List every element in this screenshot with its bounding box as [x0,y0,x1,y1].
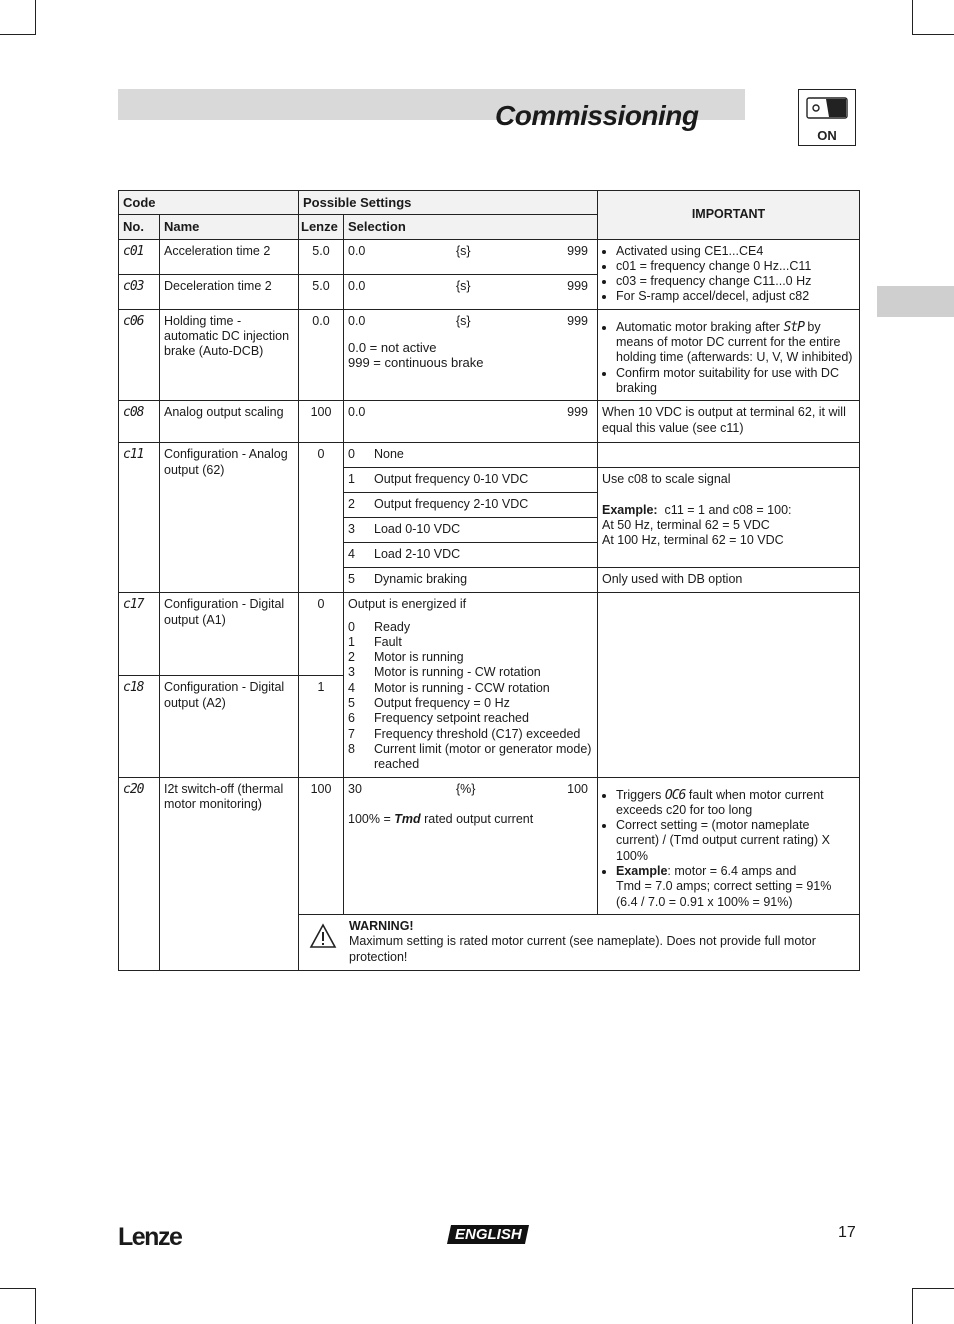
option-item: 4 Load 2-10 VDC [344,543,598,568]
power-switch-icon [798,89,856,146]
param-name: Configuration - Digital output (A2) [160,676,299,777]
list-item: • c01 = frequency change 0 Hz...C11 [616,259,855,274]
lenze-logo: Lenze [118,1223,182,1251]
param-name: Configuration - Digital output (A1) [160,593,299,676]
header-important: IMPORTANT [598,191,860,240]
option-item: 7 Frequency threshold (C17) exceeded [348,726,581,741]
crop-mark [0,1288,35,1289]
crop-mark [35,1288,36,1324]
lenze-default: 100 [299,777,344,914]
param-name: Holding time - automatic DC injection brake (Auto-DCB) [160,309,299,400]
lenze-default: 5.0 [299,239,344,274]
code-c01: c01 [119,239,160,274]
list-item: • Triggers OC6 fault when motor current exceeds c20 for too long [616,788,855,819]
crop-mark [912,1288,913,1324]
table-row [119,593,860,676]
option-item: 6 Frequency setpoint reached [348,711,529,726]
table-row [119,777,860,914]
important-c11 [598,468,860,568]
imp-line: At 50 Hz, terminal 62 = 5 VDC [602,517,770,532]
list-item: • c03 = frequency change C11...0 Hz [616,274,855,289]
language-badge: ENGLISH [447,1225,529,1244]
important-empty [598,593,860,777]
lenze-default: 100 [299,401,344,443]
option-item: 5 Dynamic braking [344,568,598,593]
option-item: 2 Output frequency 2-10 VDC [344,493,598,518]
imp-example: Example: c11 = 1 and c08 = 100: [602,502,792,517]
lenze-default: 0.0 [299,309,344,400]
code-c11: c11 [119,443,160,593]
param-name: Configuration - Analog output (62) [160,443,299,593]
header-possible-settings: Possible Settings [299,191,598,215]
option-item: 3 Load 0-10 VDC [344,518,598,543]
imp-line: At 100 Hz, terminal 62 = 10 VDC [602,533,784,548]
header-no: No. [119,215,160,239]
crop-mark [35,0,36,35]
tmd-note: 100% = Tmd rated output current [348,811,534,826]
list-item: • Correct setting = (motor nameplate current) / (Tmd output current rating) X 100% [616,818,855,864]
note-continuous: 999 = continuous brake [348,355,484,371]
option-item: 4 Motor is running - CCW rotation [348,680,550,695]
list-item: • For S-ramp accel/decel, adjust c82 [616,289,855,304]
list-item: • Automatic motor braking after StP by means of motor DC current for the entire holding time (afterwards: U, V, W inhibited) [616,320,855,366]
important-db: Only used with DB option [598,568,860,593]
list-item: • Confirm motor suitability for use with DC braking [616,366,855,397]
header-lenze: Lenze [299,215,344,239]
important-c08: When 10 VDC is output at terminal 62, it will equal this value (see c11) [598,401,860,443]
option-item: 8 Current limit (motor or generator mode) reached [348,741,592,772]
list-item: • Example: motor = 6.4 amps and Tmd = 7.0 amps; correct setting = 91% (6.4 / 7.0 = 0.91 x 100% = 91%) [616,864,855,910]
header-selection: Selection [344,215,598,239]
warning-icon [309,923,337,953]
parameter-table [118,190,860,971]
param-name: Deceleration time 2 [160,274,299,309]
table-row [119,401,860,443]
selection-range: 30 {%} 100 100% = Tmd rated output current [344,777,598,914]
header-code: Code [119,191,299,215]
digital-intro: Output is energized if [348,597,467,612]
lenze-default: 0 [299,593,344,676]
important-empty [598,443,860,468]
header-name: Name [160,215,299,239]
code-c06: c06 [119,309,160,400]
option-item: 0 Ready [348,619,411,634]
option-item: 2 Motor is running [348,650,464,665]
option-item: 1 Output frequency 0-10 VDC [344,468,598,493]
side-tab [877,286,954,317]
crop-mark [0,34,35,35]
code-c18: c18 [119,676,160,777]
selection-range: 0.0 {s} 999 0.0 = not active 999 = continuous brake [344,309,598,400]
selection-range: 0.0 {s} 999 [344,239,598,274]
lenze-default: 5.0 [299,274,344,309]
selection-range: 0.0 999 [344,401,598,443]
selection-range: 0.0 {s} 999 [344,274,598,309]
digital-options [344,593,598,777]
warning-box [299,914,860,970]
important-c06 [598,309,860,400]
list-item: • Activated using CE1...CE4 [616,244,855,259]
lenze-default: 0 [299,443,344,593]
important-c01-c03 [598,239,860,309]
param-name: Acceleration time 2 [160,239,299,274]
code-c17: c17 [119,593,160,676]
on-label: ON [817,128,837,143]
table-row [119,239,860,274]
warning-title: WARNING! [349,918,414,933]
crop-mark [912,1288,954,1289]
page-number: 17 [838,1224,856,1241]
option-item: 0 None [344,443,598,468]
code-c20: c20 [119,777,160,970]
crop-mark [912,0,913,35]
option-item: 1 Fault [348,634,402,649]
code-c03: c03 [119,274,160,309]
param-name: I2t switch-off (thermal motor monitoring) [160,777,299,970]
warning-text: Maximum setting is rated motor current (see nameplate). Does not provide full motor protection! [349,934,816,964]
table-row [119,309,860,400]
option-item: 3 Motor is running - CW rotation [348,665,541,680]
page-title: Commissioning [495,100,699,131]
crop-mark [912,34,954,35]
param-name: Analog output scaling [160,401,299,443]
lenze-default: 1 [299,676,344,777]
important-c20 [598,777,860,914]
option-item: 5 Output frequency = 0 Hz [348,696,510,711]
imp-scale-note: Use c08 to scale signal [602,472,731,487]
table-row [119,443,860,468]
note-not-active: 0.0 = not active [348,339,437,355]
code-c08: c08 [119,401,160,443]
